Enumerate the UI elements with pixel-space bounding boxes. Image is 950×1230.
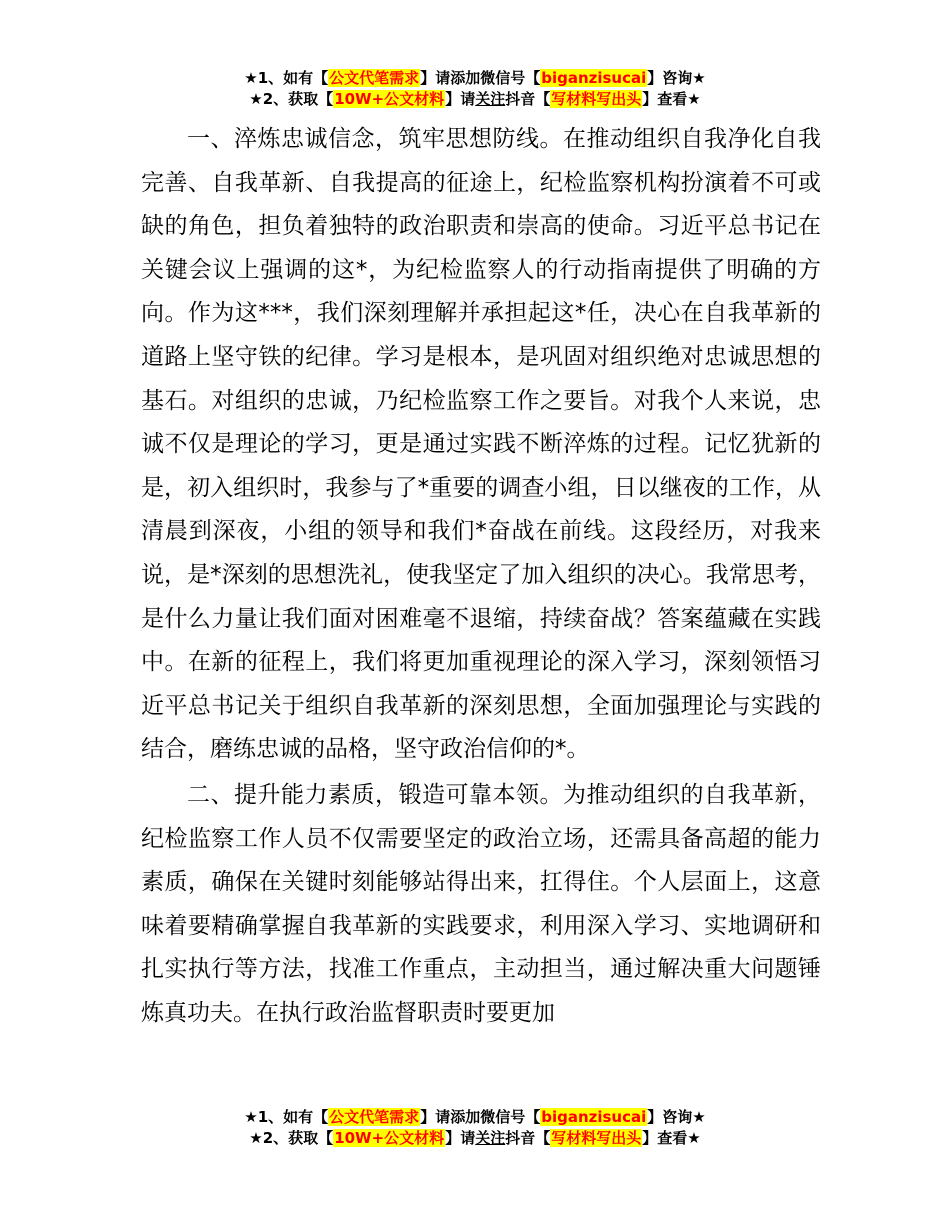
banner-text: 】咨询★: [647, 69, 706, 87]
banner-line-1: [0, 1107, 950, 1128]
banner-text: 】查看★: [642, 1129, 701, 1147]
paragraph: 二、提升能力素质，锻造可靠本领。为推动组织的自我革新，纪检监察工作人员不仅需要坚定的政治立场，还需具备高超的能力素质，确保在关键时刻能够站得出来，扛得住。个人层面上，这意味着要精确掌握自我革新的实践要求，利用深入学习、实地调研和扎实执行等方法，找准工作重点，主动担当，通过解决重大问题锤炼真功夫。在执行政治监督职责时要更加: [141, 781, 821, 1026]
banner-highlight-douyin: 写材料写出头: [551, 1129, 642, 1147]
banner-text: ★1、如有【: [244, 69, 329, 87]
banner-highlight: 10W+公文材料: [334, 1129, 445, 1147]
banner-line-2: [0, 89, 950, 110]
banner-line-2: [0, 1128, 950, 1149]
banner-text: ★2、获取【: [249, 90, 334, 108]
banner-text: 抖音【: [505, 90, 551, 108]
banner-text: ★1、如有【: [244, 1108, 329, 1126]
banner-text: 】请: [445, 1129, 476, 1147]
banner-underline: 关注: [475, 1129, 506, 1147]
banner-highlight: 10W+公文材料: [334, 90, 445, 108]
banner-highlight-wechat: biganzisucai: [541, 1108, 647, 1126]
banner-highlight-wechat: biganzisucai: [541, 69, 647, 87]
banner-underline: 关注: [475, 90, 506, 108]
banner-text: 】请: [445, 90, 476, 108]
banner-text: 】请添加微信号【: [420, 69, 541, 87]
banner-highlight: 公文代笔需求: [329, 1108, 420, 1126]
banner-highlight-douyin: 写材料写出头: [551, 90, 642, 108]
banner-text: ★2、获取【: [249, 1129, 334, 1147]
banner-text: 抖音【: [505, 1129, 551, 1147]
header-banner: [0, 68, 950, 110]
paragraph: 一、淬炼忠诚信念，筑牢思想防线。在推动组织自我净化自我完善、自我革新、自我提高的征途上，纪检监察机构扮演着不可或缺的角色，担负着独特的政治职责和崇高的使命。习近平总书记在关键会议上强调的这*，为纪检监察人的行动指南提供了明确的方向。作为这***，我们深刻理解并承担起这*任，决心在自我革新的道路上坚守铁的纪律。学习是根本，是巩固对组织绝对忠诚思想的基石。对组织的忠诚，乃纪检监察工作之要旨。对我个人来说，忠诚不仅是理论的学习，更是通过实践不断淬炼的过程。记忆犹新的是，初入组织时，我参与了*重要的调查小组，日以继夜的工作，从清晨到深夜，小组的领导和我们*奋战在前线。这段经历，对我来说，是*深刻的思想洗礼，使我坚定了加入组织的决心。我常思考，是什么力量让我们面对困难毫不退缩，持续奋战？答案蕴藏在实践中。在新的征程上，我们将更加重视理论的深入学习，深刻领悟习近平总书记关于组织自我革新的深刻思想，全面加强理论与实践的结合，磨练忠诚的品格，坚守政治信仰的*。: [141, 126, 821, 763]
banner-line-1: [0, 68, 950, 89]
banner-text: 】咨询★: [647, 1108, 706, 1126]
banner-highlight: 公文代笔需求: [329, 69, 420, 87]
footer-banner: [0, 1107, 950, 1149]
banner-text: 】请添加微信号【: [420, 1108, 541, 1126]
document-body: [141, 118, 821, 1035]
banner-text: 】查看★: [642, 90, 701, 108]
